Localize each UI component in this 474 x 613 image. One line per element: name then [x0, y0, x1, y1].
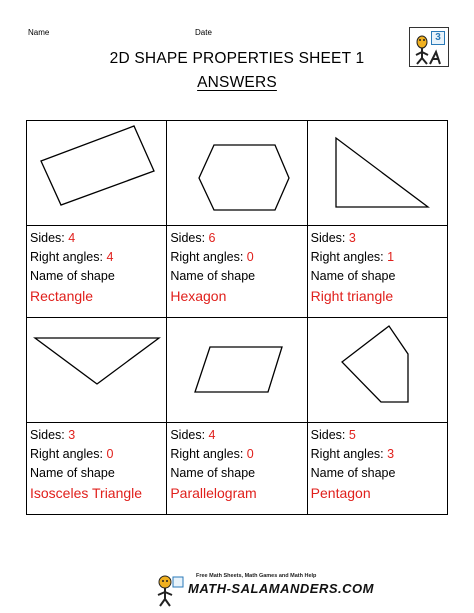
shape-cell-isosceles-triangle — [27, 318, 167, 423]
rectangle-shape — [27, 121, 167, 220]
footer-site-name: MATH-SALAMANDERS.COM — [188, 581, 374, 596]
sides-value: 6 — [208, 231, 216, 245]
shape-cell-right-triangle — [307, 121, 447, 226]
sides-label: Sides: — [170, 428, 209, 442]
info-cell-3 — [307, 226, 447, 318]
right-angles-value: 0 — [246, 447, 254, 461]
sides-line — [170, 426, 306, 445]
page-subtitle — [0, 74, 474, 92]
right-angles-line — [311, 445, 447, 464]
sides-label: Sides: — [30, 231, 69, 245]
shape-cell-parallelogram — [167, 318, 307, 423]
shape-answer: Parallelogram — [170, 485, 257, 501]
shape-cell-pentagon — [307, 318, 447, 423]
sides-value: 4 — [68, 231, 76, 245]
hexagon-shape — [167, 121, 307, 220]
info-cell-1 — [27, 226, 167, 318]
right-angles-label: Right angles: — [170, 250, 247, 264]
right-angles-value: 0 — [106, 447, 114, 461]
answers-heading: ANSWERS — [197, 74, 277, 91]
right-angles-label: Right angles: — [310, 447, 388, 461]
right-angles-label: Right angles: — [310, 250, 388, 264]
sides-line — [30, 229, 166, 248]
sides-label: Sides: — [30, 428, 69, 442]
right-angles-value: 0 — [246, 250, 254, 264]
right-angles-line — [30, 248, 166, 267]
sides-value: 4 — [208, 428, 216, 442]
info-cell-6 — [307, 423, 447, 515]
right-angles-value: 4 — [106, 250, 114, 264]
right-angles-line — [170, 445, 306, 464]
info-cell-4 — [27, 423, 167, 515]
name-of-shape-label: Name of shape — [30, 466, 115, 480]
sides-line — [311, 229, 447, 248]
name-of-shape-label: Name of shape — [170, 466, 256, 480]
date-label: Date — [195, 28, 212, 37]
name-of-shape-label: Name of shape — [170, 269, 256, 283]
shape-answer: Isosceles Triangle — [30, 485, 143, 501]
parallelogram-shape — [167, 318, 307, 417]
name-of-shape-label: Name of shape — [310, 466, 396, 480]
footer — [0, 573, 474, 613]
sides-line — [311, 426, 447, 445]
name-of-shape-label: Name of shape — [30, 269, 115, 283]
sides-label: Sides: — [170, 231, 209, 245]
sides-label: Sides: — [310, 428, 349, 442]
right-angles-line — [170, 248, 306, 267]
sides-line — [30, 426, 166, 445]
shape-answer: Rectangle — [30, 288, 94, 304]
grade-badge: 3 — [431, 31, 445, 45]
sides-label: Sides: — [310, 231, 349, 245]
info-cell-2 — [167, 226, 307, 318]
shape-answer: Pentagon — [310, 485, 371, 501]
right-triangle-shape — [308, 121, 448, 220]
name-of-shape-label: Name of shape — [310, 269, 396, 283]
sides-value: 3 — [348, 231, 356, 245]
footer-tagline: Free Math Sheets, Math Games and Math Help — [196, 573, 317, 579]
sides-value: 5 — [348, 428, 356, 442]
right-angles-value: 1 — [387, 250, 395, 264]
info-cell-5 — [167, 423, 307, 515]
right-angles-label: Right angles: — [30, 447, 107, 461]
shape-answer: Right triangle — [310, 288, 394, 304]
shape-cell-hexagon — [167, 121, 307, 226]
right-angles-label: Right angles: — [30, 250, 107, 264]
shape-cell-rectangle — [27, 121, 167, 226]
pentagon-shape — [308, 318, 448, 417]
right-angles-label: Right angles: — [170, 447, 247, 461]
right-angles-line — [30, 445, 166, 464]
right-angles-line — [311, 248, 447, 267]
page-title: 2D SHAPE PROPERTIES SHEET 1 — [109, 50, 365, 67]
right-angles-value: 3 — [387, 447, 395, 461]
sides-value: 3 — [68, 428, 76, 442]
shape-worksheet-table — [26, 120, 448, 515]
isosceles-triangle-shape — [27, 318, 167, 417]
shape-answer: Hexagon — [170, 288, 227, 304]
footer-salamander-icon — [155, 573, 185, 607]
name-label: Name — [28, 28, 50, 37]
sides-line — [170, 229, 306, 248]
